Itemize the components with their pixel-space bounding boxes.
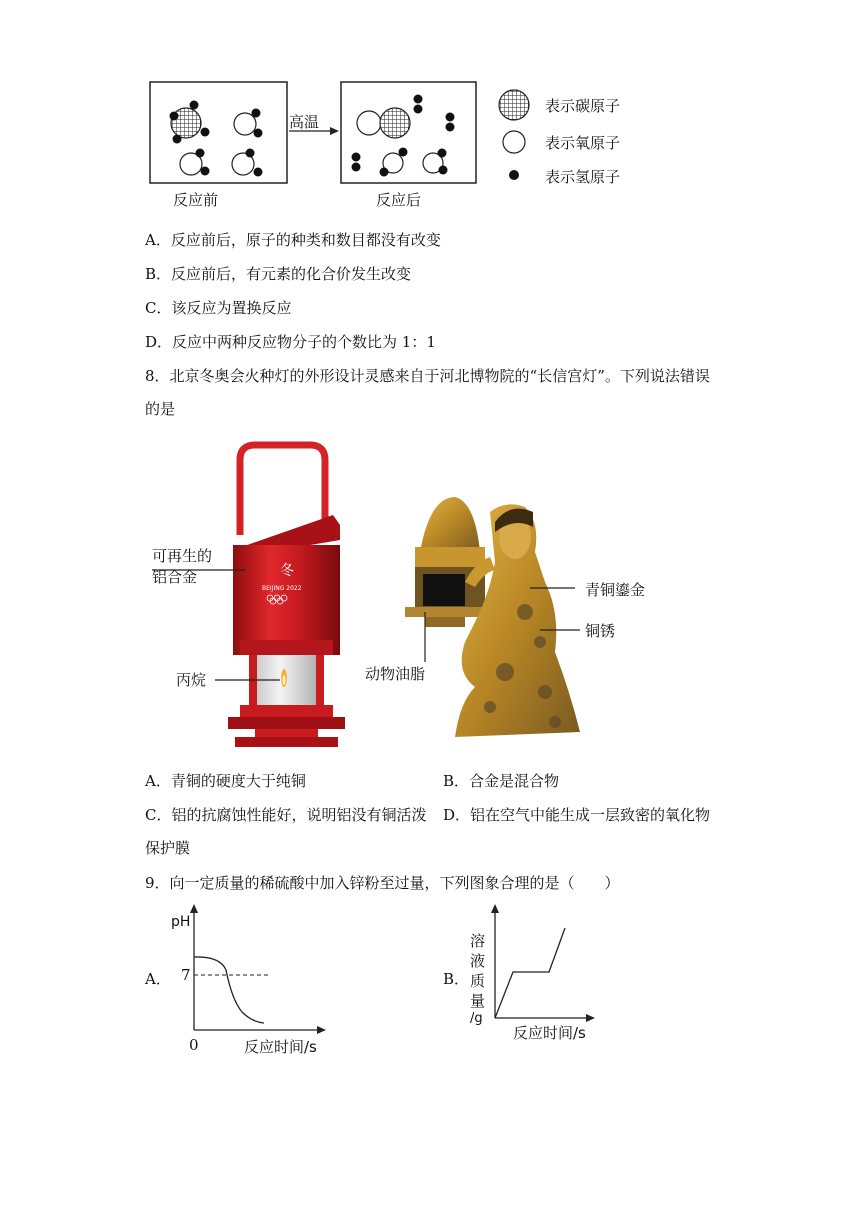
- graph-b-y-label-5: /g: [470, 1011, 483, 1026]
- q8-option-a[interactable]: A．青铜的硬度大于纯铜: [145, 772, 306, 790]
- graph-b-y-label-3: 质: [470, 972, 486, 990]
- q8-option-b[interactable]: B．合金是混合物: [443, 772, 560, 790]
- legend-oxygen-label: 表示氧原子: [545, 134, 621, 152]
- q9-option-b-label[interactable]: B．: [443, 970, 470, 988]
- graph-b-x-label: 反应时间/s: [513, 1024, 586, 1042]
- graph-b-y-label-2: 液: [470, 952, 486, 970]
- q9-option-a-label[interactable]: A．: [145, 970, 171, 988]
- q7-option-b[interactable]: B．反应前后，有元素的化合价发生改变: [145, 265, 412, 283]
- svg-text:BEIJING 2022: BEIJING 2022: [262, 585, 302, 592]
- q7-option-c[interactable]: C．该反应为置换反应: [145, 299, 292, 317]
- after-label: 反应后: [376, 191, 422, 209]
- svg-text:冬: 冬: [280, 563, 294, 579]
- graph-b-y-label-4: 量: [470, 992, 486, 1010]
- q7-option-d[interactable]: D．反应中两种反应物分子的个数比为 1：1: [145, 333, 436, 351]
- graph-a-x-label: 反应时间/s: [244, 1038, 317, 1056]
- label-copper-rust: 铜锈: [585, 622, 616, 640]
- q8-option-d[interactable]: D．铝在空气中能生成一层致密的氧化物: [443, 806, 711, 824]
- q8-option-d-continued: 保护膜: [145, 839, 191, 857]
- before-label: 反应前: [173, 191, 219, 209]
- label-alloy-line2: 铝合金: [152, 568, 198, 586]
- q8-stem-line1: 8．北京冬奥会火种灯的外形设计灵感来自于河北博物院的“长信宫灯”。下列说法错误: [145, 367, 710, 385]
- label-gilt-bronze: 青铜鎏金: [585, 581, 646, 599]
- legend-carbon-label: 表示碳原子: [545, 97, 621, 115]
- q9-stem: 9．向一定质量的稀硫酸中加入锌粉至过量，下列图象合理的是（ ）: [145, 874, 620, 892]
- q9-graph-b[interactable]: [485, 900, 605, 1025]
- graph-a-y-label: pH: [171, 914, 191, 930]
- graph-a-y-tick: 7: [181, 966, 191, 984]
- q8-stem-line2: 的是: [145, 400, 176, 418]
- q8-option-c[interactable]: C．铝的抗腐蚀性能好，说明铝没有铜活泼: [145, 806, 427, 824]
- label-animal-fat: 动物油脂: [365, 665, 426, 683]
- arrow-label: 高温: [289, 113, 320, 131]
- graph-b-y-label-1: 溶: [470, 932, 486, 950]
- graph-a-origin: 0: [189, 1036, 199, 1054]
- label-propane: 丙烷: [176, 671, 207, 689]
- label-alloy-line1: 可再生的: [152, 547, 213, 565]
- legend-hydrogen-label: 表示氢原子: [545, 168, 621, 186]
- q7-option-a[interactable]: A．反应前后，原子的种类和数目都没有改变: [145, 231, 441, 249]
